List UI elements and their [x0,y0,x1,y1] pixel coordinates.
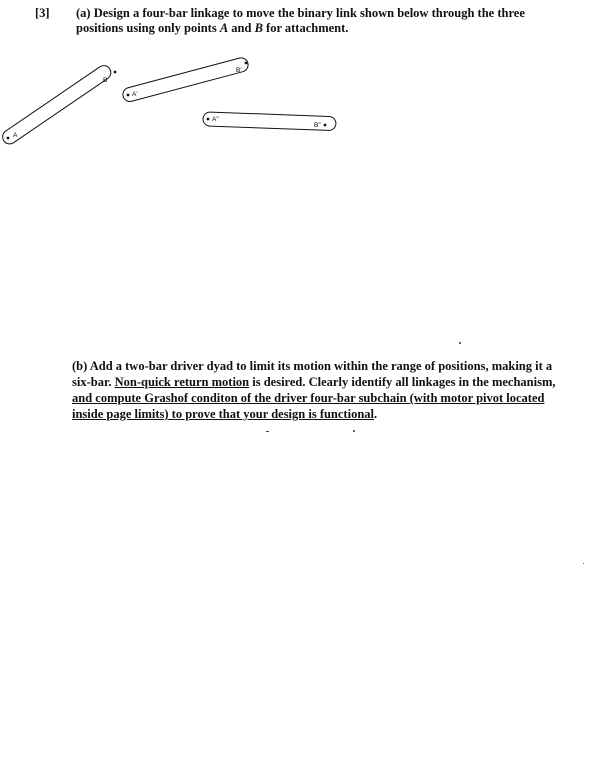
question-number: [3] [35,6,50,20]
link-2-point-b [245,62,248,65]
link-3-point-b [324,124,327,127]
link-1-point-b [114,71,117,74]
scan-speck [583,563,584,564]
binary-link-position-3 [203,112,336,131]
binary-link-position-1 [0,63,116,147]
part-a-text-1: Design a four-bar linkage to move the binary link shown below through the three positions using only points [76,6,525,35]
link-2-a-label: A' [132,91,138,98]
scan-speck [266,431,269,432]
part-a-point-b: B [254,21,263,35]
scan-speck [353,430,355,432]
link-3-b-label: B" [314,122,321,129]
scan-speck [459,342,461,344]
link-2-b-label: B' [236,67,242,74]
link-2-point-a [127,94,130,97]
linkage-positions-figure [0,55,603,165]
part-b-label: (b) [72,359,88,373]
part-a-text-2: for attachment. [266,21,349,35]
part-b-prompt [72,358,556,422]
link-2-outline [121,56,249,103]
part-a-label: (a) [76,6,91,20]
link-3-point-a [207,118,210,121]
link-3-a-label: A" [212,116,219,123]
part-b-period: . [374,407,378,421]
link-1-b-label: B [103,77,108,84]
part-b-text-1: Add a two-bar driver dyad to limit its motion within the range of positions, making it a six-bar. [72,359,553,389]
part-a-and: and [231,21,252,35]
part-b-text-2: is desired. Clearly identify all linkages in the mechanism, [252,375,556,389]
link-1-a-label: A [13,132,18,139]
part-b-underline-2: and compute Grashof conditon of the driver four-bar subchain (with motor pivot located inside page limits) to prove that your design is functional [72,391,545,421]
part-a-point-a: A [219,21,229,35]
link-1-point-a [7,137,10,140]
part-a-prompt [76,6,556,36]
part-b-underline-1: Non-quick return motion [114,375,250,389]
binary-link-position-2 [121,56,249,103]
